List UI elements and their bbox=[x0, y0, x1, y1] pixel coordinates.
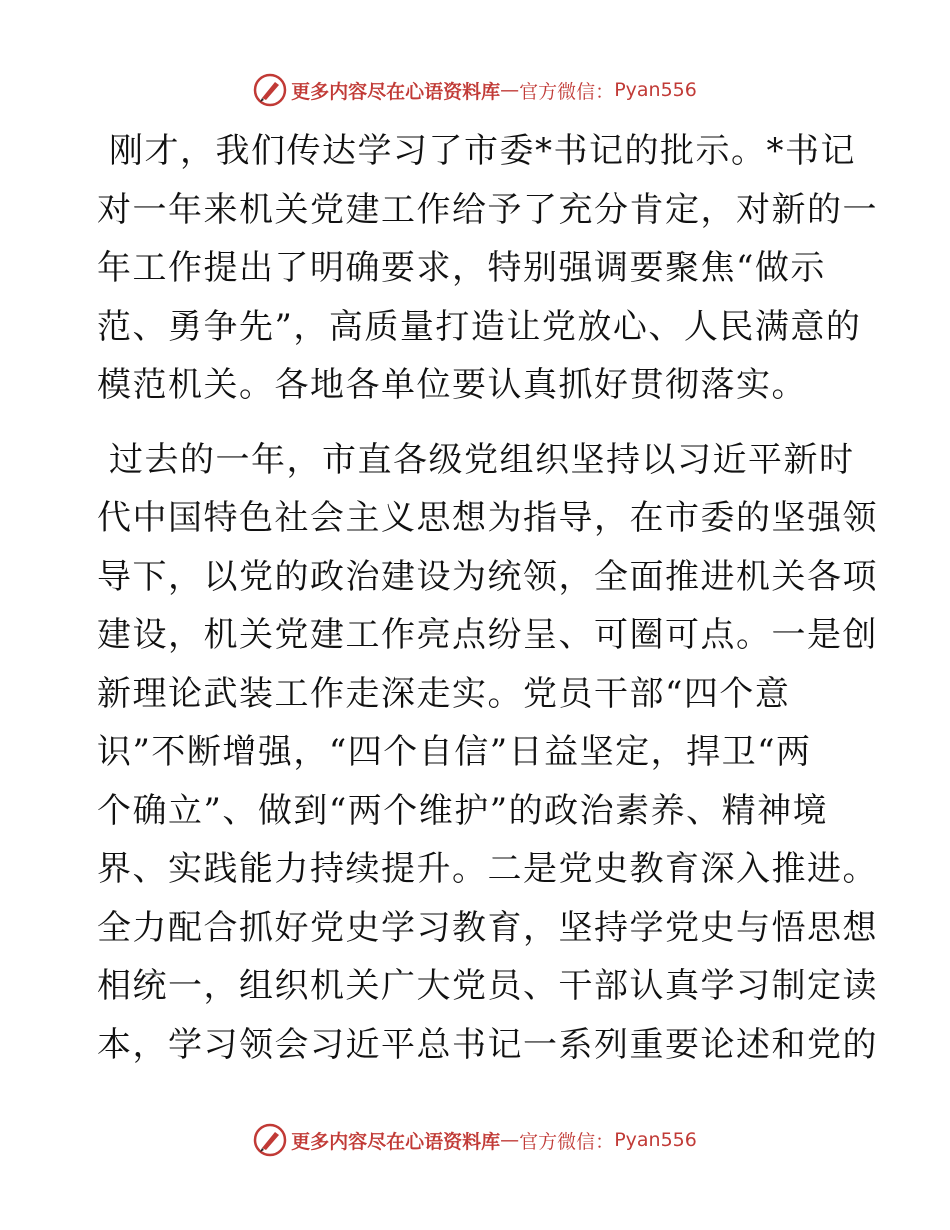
text-line: 界、实践能力持续提升。二是党史教育深入推进。 bbox=[97, 849, 878, 889]
text-line: 个确立”、做到“两个维护”的政治素养、精神境 bbox=[97, 790, 829, 831]
footer-label: 官方微信： bbox=[519, 1130, 615, 1153]
footer-main-text: 更多内容尽在心语资料库 bbox=[291, 1130, 501, 1153]
header-account: Pyan556 bbox=[614, 79, 697, 101]
text-line: 建设，机关党建工作亮点纷呈、可圈可点。一是创 bbox=[97, 615, 878, 655]
paragraph-1 bbox=[97, 122, 878, 415]
quill-pen-icon bbox=[253, 73, 287, 107]
footer-account: Pyan556 bbox=[614, 1129, 697, 1151]
header-label: 官方微信： bbox=[519, 80, 615, 103]
header-main-text: 更多内容尽在心语资料库 bbox=[291, 80, 501, 103]
text-line: 导下，以党的政治建设为统领，全面推进机关各项 bbox=[97, 556, 878, 597]
text-line: 过去的一年，市直各级党组织坚持以习近平新时 bbox=[109, 439, 855, 480]
text-line: 对一年来机关党建工作给予了充分肯定，对新的一 bbox=[97, 189, 878, 230]
text-line: 识”不断增强，“四个自信”日益坚定，捍卫“两 bbox=[97, 732, 812, 772]
document-body bbox=[97, 122, 878, 1090]
header-separator: — bbox=[500, 79, 520, 101]
text-line: 模范机关。各地各单位要认真抓好贯彻落实。 bbox=[97, 365, 807, 405]
text-line: 年工作提出了明确要求，特别强调要聚焦“做示 bbox=[97, 248, 826, 288]
text-line: 全力配合抓好党史学习教育，坚持学党史与悟思想 bbox=[97, 907, 878, 948]
quill-pen-icon bbox=[253, 1123, 287, 1157]
text-line: 新理论武装工作走深走实。党员干部“四个意 bbox=[97, 673, 791, 714]
text-line: 本，学习领会习近平总书记一系列重要论述和党的 bbox=[97, 1024, 878, 1065]
header-banner bbox=[0, 70, 950, 110]
text-line: 刚才，我们传达学习了市委*书记的批示。*书记 bbox=[109, 131, 856, 171]
text-line: 相统一，组织机关广大党员、干部认真学习制定读 bbox=[97, 966, 878, 1006]
text-line: 范、勇争先”，高质量打造让党放心、人民满意的 bbox=[97, 306, 862, 347]
footer-separator: — bbox=[500, 1129, 520, 1151]
footer-banner bbox=[0, 1120, 950, 1160]
paragraph-2 bbox=[97, 431, 878, 1075]
text-line: 代中国特色社会主义思想为指导，在市委的坚强领 bbox=[97, 498, 878, 538]
